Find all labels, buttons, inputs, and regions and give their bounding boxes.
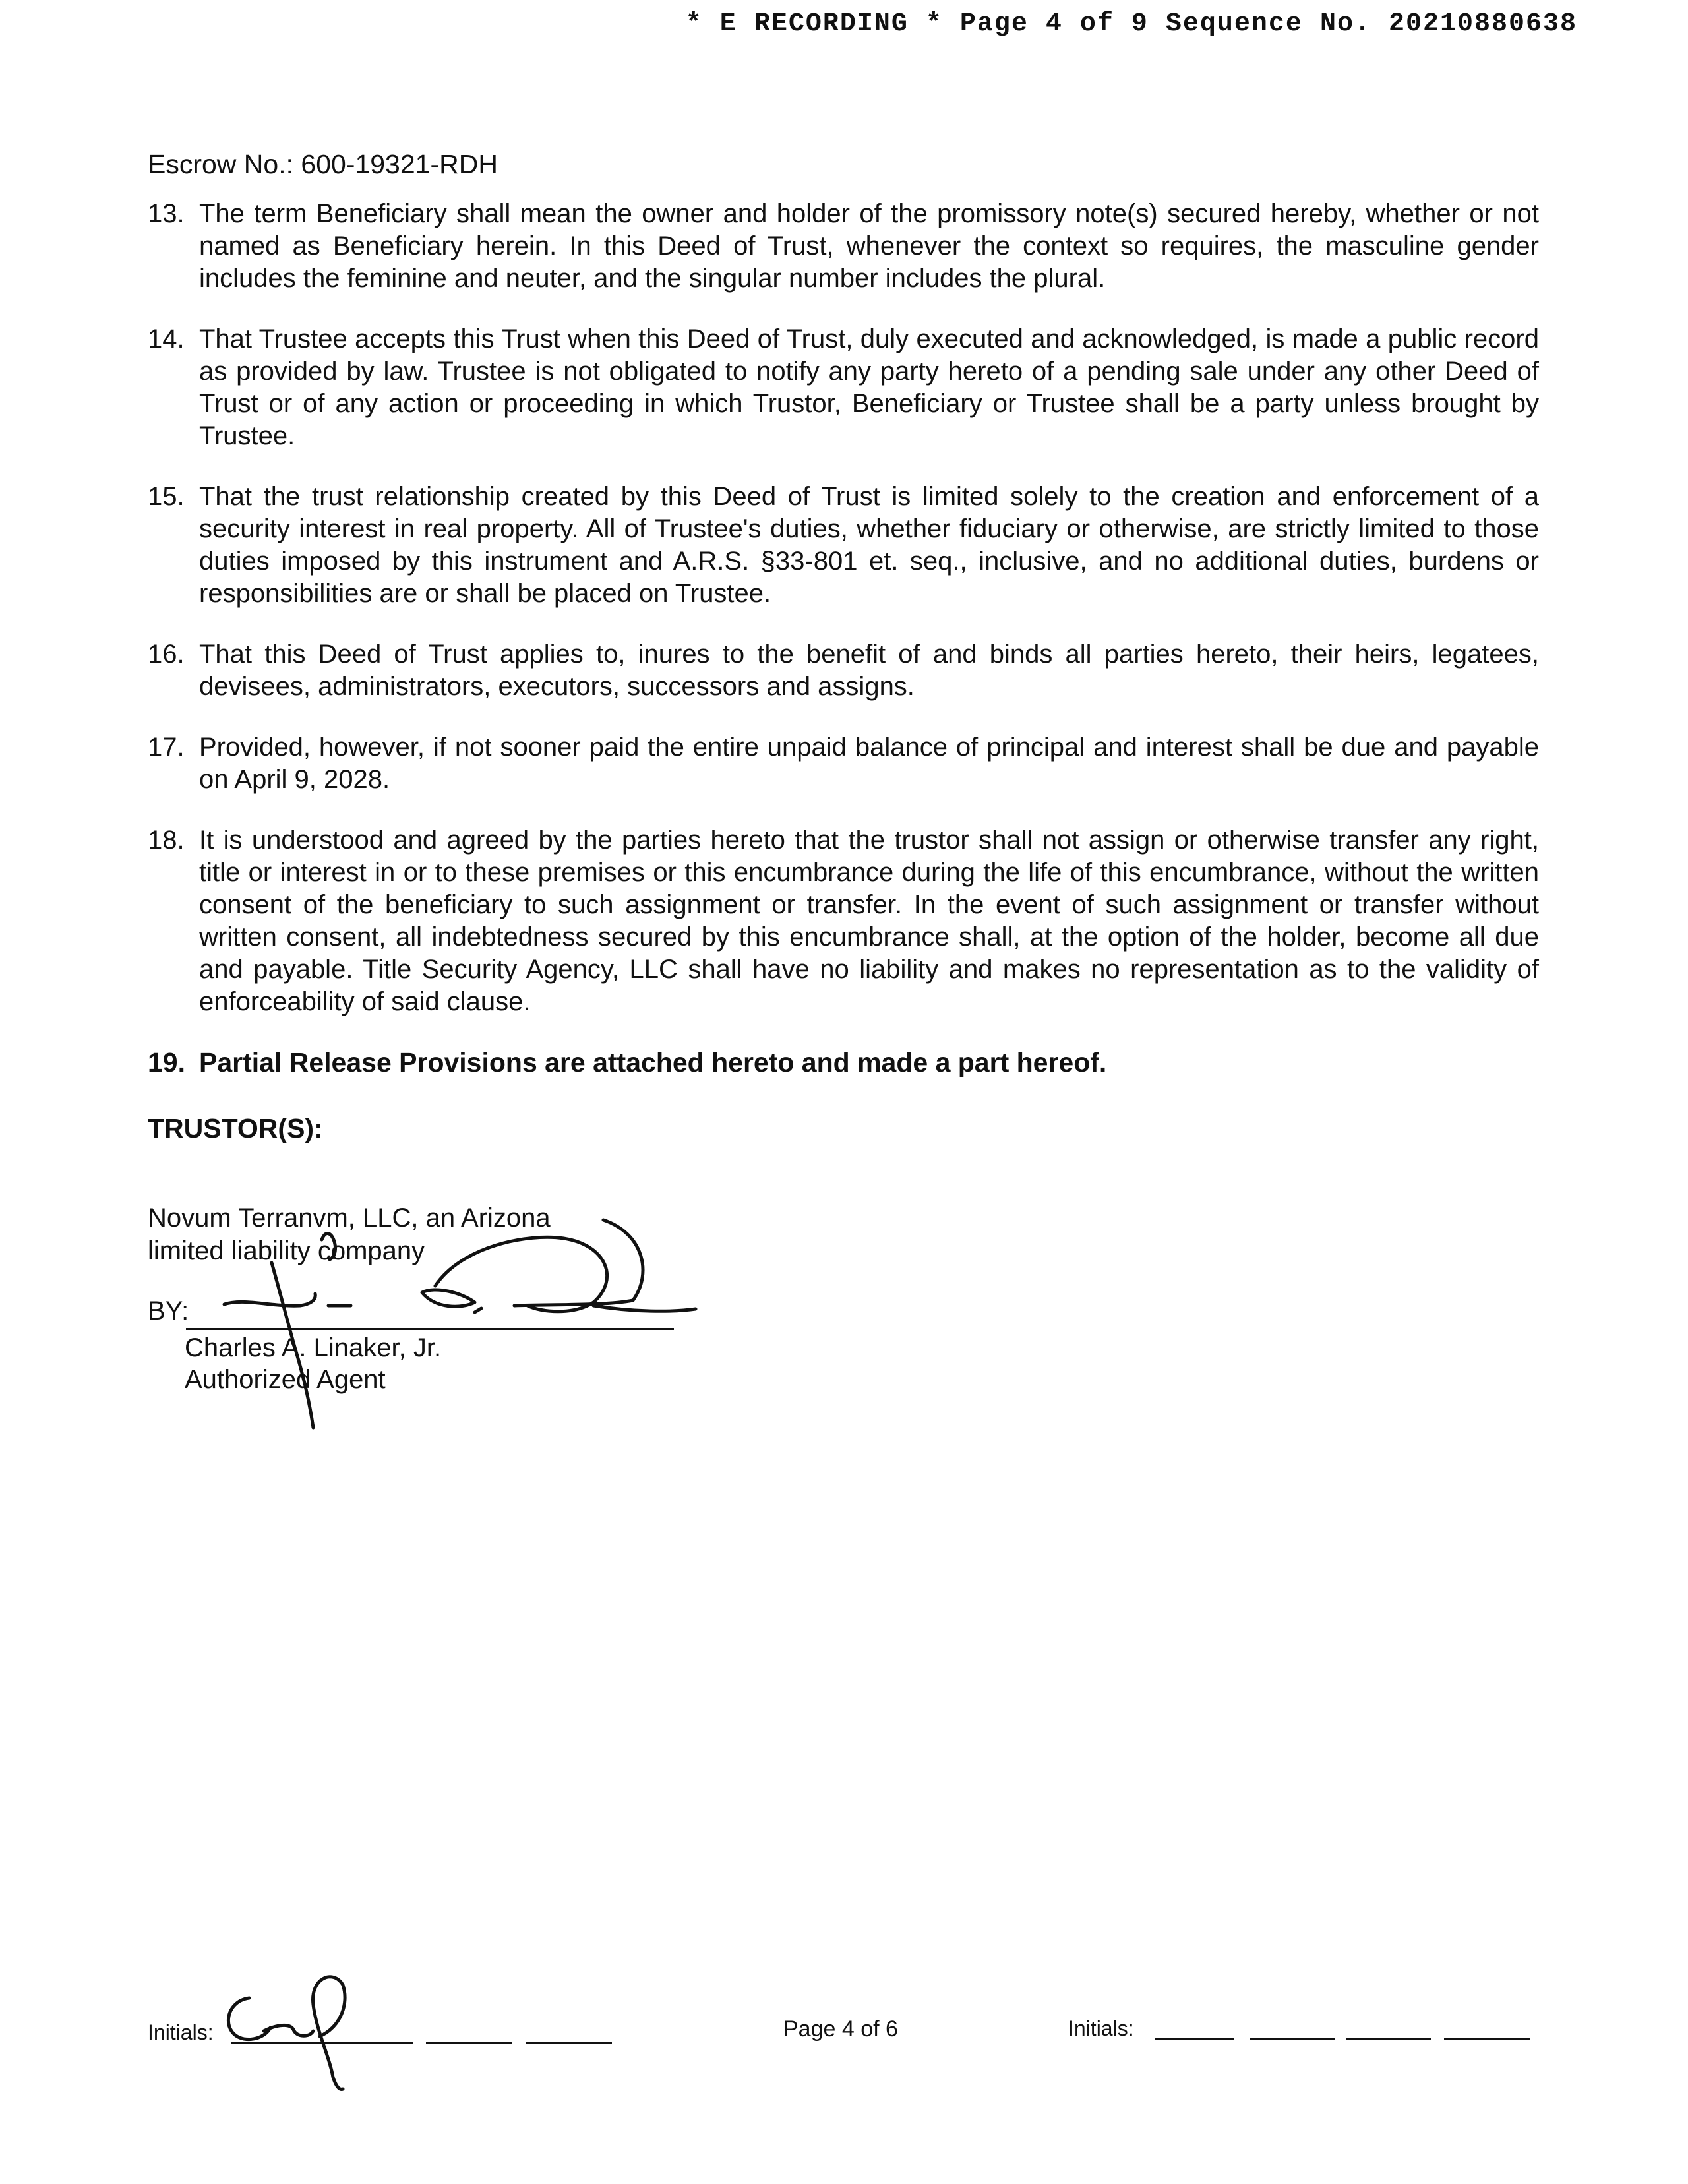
initials-blank xyxy=(1444,2038,1530,2040)
initials-blank xyxy=(1250,2038,1335,2040)
clause-number: 17. xyxy=(148,733,185,762)
signer-block xyxy=(185,1332,441,1395)
initials-blank xyxy=(1346,2038,1431,2040)
clause-number: 16. xyxy=(148,640,185,669)
clause-text: Provided, however, if not sooner paid the entire unpaid balance of principal and interest shall be due and payable on April 9, 2028. xyxy=(199,733,1539,794)
trustor-heading: TRUSTOR(S): xyxy=(148,1113,323,1143)
clause-18 xyxy=(148,824,1539,1018)
recording-stamp: * E RECORDING * Page 4 of 9 Sequence No. 20210880638 xyxy=(685,9,1577,39)
trustor-entity xyxy=(148,1201,551,1267)
by-label: BY: xyxy=(148,1296,189,1325)
initials-blank xyxy=(231,2042,413,2044)
signer-name: Charles A. Linaker, Jr. xyxy=(185,1333,442,1362)
clause-number: 19. xyxy=(148,1047,185,1077)
clause-16 xyxy=(148,638,1539,703)
entity-line: Novum Terranvm, LLC, an Arizona xyxy=(148,1203,551,1232)
clause-list xyxy=(148,198,1539,1107)
clause-14 xyxy=(148,323,1539,452)
clause-text: That the trust relationship created by this Deed of Trust is limited solely to the creation and enforcement of a security interest in real property. All of Trustee's duties, whether fiduciary or otherwise, are strictly limited to those duties imposed by this instrument and A.R.S. §33-801 et. seq., inclusive, and no additional duties, burdens or responsibilities are or shall be placed on Trustee. xyxy=(199,482,1539,608)
clause-number: 15. xyxy=(148,482,185,511)
clause-number: 14. xyxy=(148,324,185,353)
clause-text: It is understood and agreed by the parties hereto that the trustor shall not assign or otherwise transfer any right, title or interest in or to these premises or this encumbrance during the life of this encumbrance, without the written consent of the beneficiary to such assignment or transfer. In the event of such assignment or transfer without written consent, all indebtedness secured by this encumbrance shall, at the option of the holder, become all due and payable. Title Security Agency, LLC shall have no liability and makes no representation as to the validity of enforceability of said clause. xyxy=(199,826,1539,1016)
signer-title: Authorized Agent xyxy=(185,1365,386,1394)
page-number: Page 4 of 6 xyxy=(783,2017,898,2042)
clause-text: The term Beneficiary shall mean the owner and holder of the promissory note(s) secured hereby, whether or not named as Beneficiary herein. In this Deed of Trust, whenever the context so requires, the masculine gender includes the feminine and neuter, and the singular number includes the plural. xyxy=(199,199,1539,293)
initials-label-left: Initials: xyxy=(148,2020,214,2044)
clause-text: That Trustee accepts this Trust when this Deed of Trust, duly executed and acknowledged, is made a public record as provided by law. Trustee is not obligated to notify any party hereto of a pending sale under any other Deed of Trust or of any action or proceeding in which Trustor, Beneficiary or Trustee shall be a party unless brought by Trustee. xyxy=(199,324,1539,450)
clause-number: 18. xyxy=(148,826,185,855)
signature-line xyxy=(186,1328,674,1330)
clause-17 xyxy=(148,731,1539,796)
entity-line: limited liability company xyxy=(148,1236,425,1265)
escrow-number: Escrow No.: 600-19321-RDH xyxy=(148,149,498,179)
clause-text: That this Deed of Trust applies to, inures to the benefit of and binds all parties hereto, their heirs, legatees, devisees, administrators, executors, successors and assigns. xyxy=(199,640,1539,701)
clause-text: Partial Release Provisions are attached hereto and made a part hereof. xyxy=(199,1047,1107,1077)
clause-19 xyxy=(148,1046,1539,1079)
initials-blank xyxy=(1155,2038,1234,2040)
clause-13 xyxy=(148,198,1539,295)
initials-blank xyxy=(526,2042,612,2044)
clause-15 xyxy=(148,481,1539,610)
initials-label-right: Initials: xyxy=(1068,2017,1134,2040)
initials-blank xyxy=(426,2042,512,2044)
clause-number: 13. xyxy=(148,199,185,228)
